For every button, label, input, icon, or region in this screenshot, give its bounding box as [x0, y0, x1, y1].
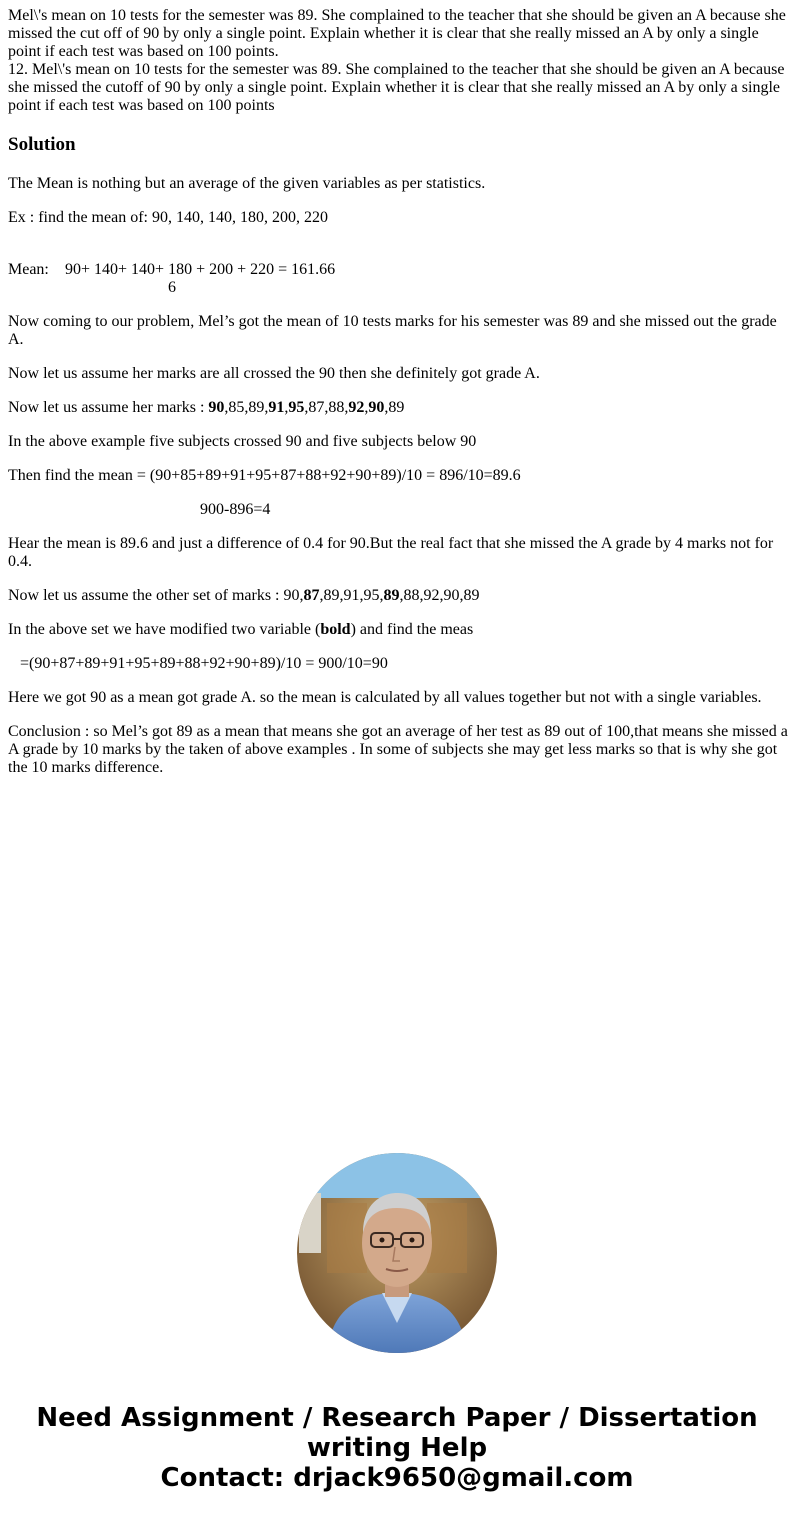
- mean-denominator: 6: [168, 279, 176, 296]
- mark-value: ,89,91,95,: [319, 587, 384, 604]
- document: [8, 7, 788, 793]
- footer-contact: Contact: drjack9650@gmail.com: [160, 1463, 634, 1493]
- mark-value-bold: 90: [368, 399, 385, 416]
- footer-ad: [0, 1403, 794, 1493]
- mark-value: 90,: [283, 587, 304, 604]
- difference-line: 900-896=4: [200, 501, 271, 518]
- marks-paragraph-1: [8, 399, 788, 417]
- conclusion: Conclusion : so Mel’s got 89 as a mean that means she got an average of her test as 89 out of 100,that means she missed a A grade by 10 marks by the taken of above examples . In some of subjects she may get less marks so that is why she got the 10 marks difference.: [8, 723, 788, 776]
- question-text: Mel\'s mean on 10 tests for the semester was 89. She complained to the teacher that she should be given an A because she missed the cut off of 90 by only a single point. Explain whether it is clear that she really missed an A by only a single point if each test was based on 100 points.: [8, 7, 786, 60]
- mark-value-bold: 91: [268, 399, 285, 416]
- text-fragment: ) and find the meas: [350, 621, 474, 638]
- paragraph: Now let us assume her marks are all crossed the 90 then she definitely got grade A.: [8, 365, 540, 382]
- mark-value: ,85,89,: [224, 399, 269, 416]
- paragraph: In the above example five subjects crossed 90 and five subjects below 90: [8, 433, 477, 450]
- mark-value: ,87,88,: [304, 399, 349, 416]
- mean-expression: 90+ 140+ 140+ 180 + 200 + 220 = 161.66: [65, 261, 336, 278]
- author-avatar: [297, 1153, 497, 1353]
- mean-calculation: =(90+87+89+91+95+89+88+92+90+89)/10 = 900/10=90: [20, 655, 388, 672]
- paragraph: [8, 621, 788, 639]
- mark-value: ,: [364, 399, 369, 416]
- solution-body: [8, 175, 788, 777]
- text-fragment: In the above set we have modified two variable (: [8, 621, 321, 638]
- mark-value: ,88,92,90,89: [399, 587, 480, 604]
- mean-label: Mean:: [8, 261, 49, 278]
- mark-value-bold: 89: [383, 587, 400, 604]
- mark-value-bold: 90: [208, 399, 225, 416]
- portrait-image: [297, 1153, 497, 1353]
- solution-heading: Solution: [8, 134, 76, 155]
- paragraph: Here we got 90 as a mean got grade A. so the mean is calculated by all values together but not with a single variables.: [8, 689, 762, 706]
- mark-value-bold: 87: [303, 587, 320, 604]
- marks-prefix: Now let us assume the other set of marks :: [8, 587, 284, 604]
- marks-paragraph-2: [8, 587, 788, 605]
- mean-formula: [8, 261, 788, 297]
- question-text-numbered: 12. Mel\'s mean on 10 tests for the semester was 89. She complained to the teacher that she should be given an A because she missed the cutoff of 90 by only a single point. Explain whether it is clear that she really missed an A by only a single point if each test was based on 100 points: [8, 61, 785, 114]
- paragraph: Ex : find the mean of: 90, 140, 140, 180, 200, 220: [8, 209, 328, 226]
- question-block: [8, 7, 788, 115]
- spacer: [8, 243, 788, 261]
- paragraph: The Mean is nothing but an average of the given variables as per statistics.: [8, 175, 486, 192]
- paragraph: Then find the mean = (90+85+89+91+95+87+88+92+90+89)/10 = 896/10=89.6: [8, 467, 521, 484]
- bold-word: bold: [320, 621, 351, 638]
- mark-value: ,: [284, 399, 289, 416]
- marks-prefix: Now let us assume her marks :: [8, 399, 209, 416]
- mark-value: ,89: [384, 399, 405, 416]
- footer-line: writing Help: [306, 1433, 488, 1463]
- mark-value-bold: 92: [348, 399, 365, 416]
- marks-list: [208, 399, 404, 416]
- footer-line: Need Assignment / Research Paper / Dissertation: [36, 1403, 758, 1433]
- marks-list: [284, 587, 480, 604]
- mark-value-bold: 95: [288, 399, 305, 416]
- paragraph: Hear the mean is 89.6 and just a difference of 0.4 for 90.But the real fact that she missed the A grade by 4 marks not for 0.4.: [8, 535, 774, 570]
- paragraph: Now coming to our problem, Mel’s got the mean of 10 tests marks for his semester was 89 and she missed out the grade A.: [8, 313, 777, 348]
